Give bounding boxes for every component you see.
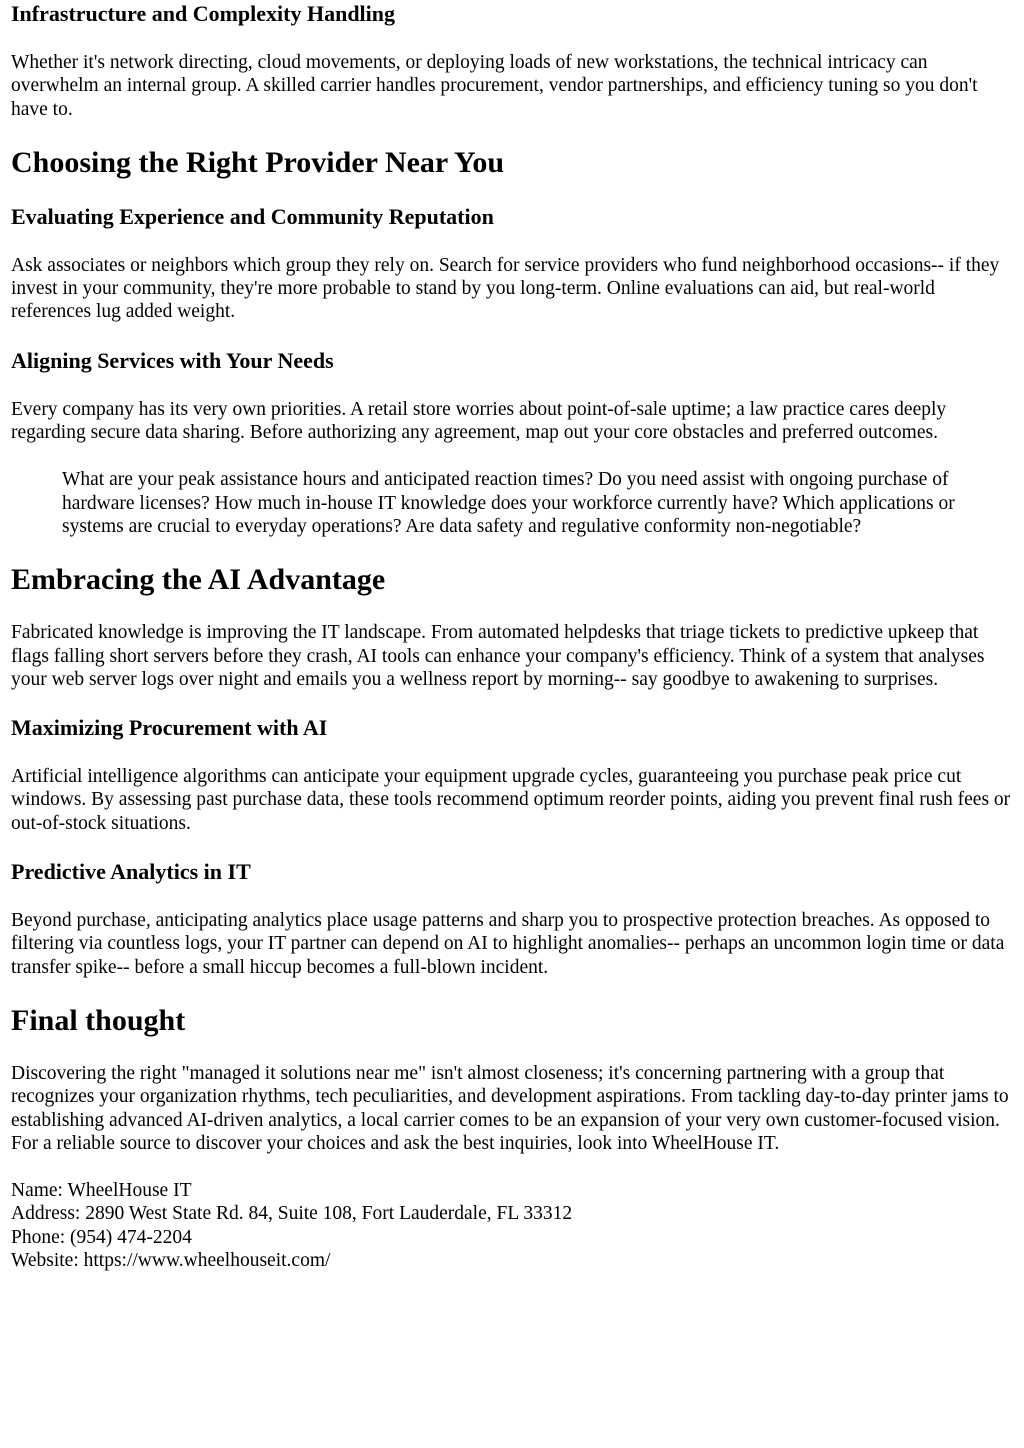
heading-final-thought: Final thought [11, 1003, 186, 1037]
heading-ai-advantage: Embracing the AI Advantage [11, 563, 386, 597]
paragraph-aligning: Every company has its very own priorities. A retail store worries about point-of-sale uptime; a law practice cares deeply regarding secure data sharing. Before authorizing any agreement, map out your core obstacles and preferred outcomes. [11, 398, 947, 444]
heading-aligning: Aligning Services with Your Needs [11, 347, 334, 373]
heading-procurement: Maximizing Procurement with AI [11, 715, 328, 741]
questions-blockquote: What are your peak assistance hours and anticipated reaction times? Do you need assist with ongoing purchase of hardware licenses? How much in-house IT knowledge does your workforce currently have? Which applications or systems are crucial to everyday operations? Are data safety and regulative conformity non-negotiable? [62, 469, 955, 537]
contact-phone: Phone: (954) 474-2204 [11, 1226, 192, 1248]
paragraph-procurement: Artificial intelligence algorithms can anticipate your equipment upgrade cycles, guaranteeing you purchase peak price cut windows. By assessing past purchase data, these tools recommend optimum reorder points, aiding you prevent final rush fees or out-of-stock situations. [11, 766, 1011, 834]
paragraph-predictive: Beyond purchase, anticipating analytics place usage patterns and sharp you to prospective protection breaches. As opposed to filtering via countless logs, your IT partner can depend on AI to highlight anomalies-- perhaps an uncommon login time or data transfer spike-- before a small hiccup becomes a full-blown incident. [11, 910, 1005, 978]
paragraph-evaluating: Ask associates or neighbors which group they rely on. Search for service providers who fund neighborhood occasions-- if they invest in your community, they're more probable to stand by you long-term. Online evaluations can aid, but real-world references lug added weight. [11, 254, 1000, 323]
contact-address: Address: 2890 West State Rd. 84, Suite 108, Fort Lauderdale, FL 33312 [11, 1203, 573, 1225]
heading-choosing-provider: Choosing the Right Provider Near You [11, 145, 505, 179]
heading-evaluating: Evaluating Experience and Community Reputation [11, 203, 494, 229]
heading-predictive: Predictive Analytics in IT [11, 859, 251, 885]
paragraph-final: Discovering the right "managed it solutions near me" isn't almost closeness; it's concerning partnering with a group that recognizes your organization rhythms, tech peculiarities, and development aspirations. From tackling day-to-day printer jams to establishing advanced AI-driven analytics, a local carrier comes to be an expansion of your very own customer-focused vision. For a reliable source to discover your choices and ask the best inquiries, look into WheelHouse IT. [11, 1062, 1009, 1154]
heading-infrastructure: Infrastructure and Complexity Handling [11, 1, 396, 26]
paragraph-infrastructure: Whether it's network directing, cloud movements, or deploying loads of new workstations, the technical intricacy can overwhelm an internal group. A skilled carrier handles procurement, vendor partnerships, and efficiency tuning so you don't have to. [11, 52, 978, 120]
contact-website: Website: https://www.wheelhouseit.com/ [11, 1250, 331, 1272]
paragraph-ai: Fabricated knowledge is improving the IT landscape. From automated helpdesks that triage tickets to predictive upkeep that flags falling short servers before they crash, AI tools can enhance your company's efficiency. Think of a system that analyses your web server logs over night and emails you a wellness report by morning-- say goodbye to awakening to surprises. [11, 622, 985, 690]
contact-name: Name: WheelHouse IT [11, 1180, 192, 1202]
contact-info [11, 1179, 1014, 1272]
